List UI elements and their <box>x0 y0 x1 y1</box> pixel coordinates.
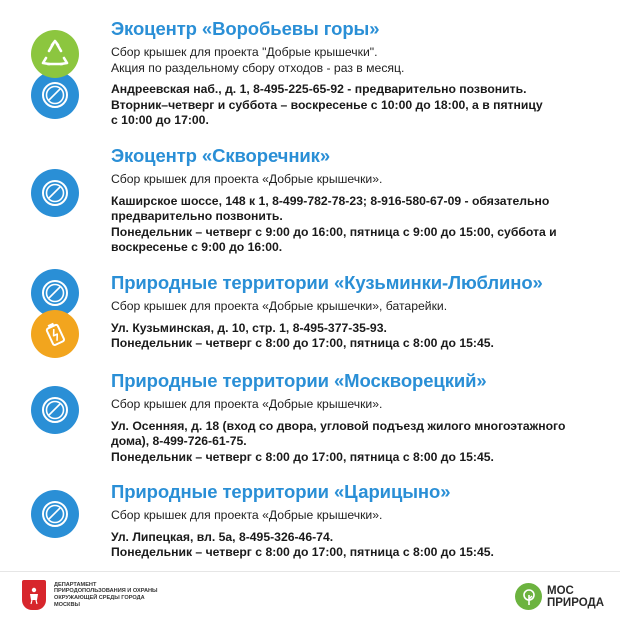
description-line: Акция по раздельному сбору отходов - раз в месяц. <box>111 60 405 75</box>
mos-priroda-logo <box>515 583 604 610</box>
hours-line: Понедельник – четверг с 8:00 до 17:00, пятница с 8:00 до 15:45. <box>111 449 494 464</box>
mos-text-line: МОС <box>547 584 574 597</box>
entry-title: Экоцентр «Скворечник» <box>111 145 331 166</box>
entry-description <box>111 299 600 315</box>
battery-icon <box>31 310 79 358</box>
entry-text <box>111 145 600 256</box>
hours-line: Понедельник – четверг с 8:00 до 17:00, пятница с 8:00 до 15:45. <box>111 545 494 559</box>
department-name: ДЕПАРТАМЕНТ ПРИРОДОПОЛЬЗОВАНИЯ И ОХРАНЫ ОКРУЖАЮЩЕЙ СРЕДЫ ГОРОДА МОСКВЫ <box>54 581 158 608</box>
address-line: Ул. Липецкая, вл. 5а, 8-495-326-46-74. <box>111 529 334 544</box>
tree-icon <box>515 583 542 610</box>
address-line: Каширское шоссе, 148 к 1, 8-499-782-78-23; 8-916-580-67-09 - обязательно <box>111 193 550 208</box>
mos-priroda-text <box>547 585 604 609</box>
description-line: Сбор крышек для проекта «Добрые крышечки». <box>111 508 383 522</box>
entry-description <box>111 397 600 413</box>
entry-address-hours <box>111 321 600 352</box>
description-line: Сбор крышек для проекта «Добрые крышечки». <box>111 172 383 186</box>
recycle-icon <box>31 30 79 78</box>
address-line: Ул. Осенняя, д. 18 (вход со двора, угловой подъезд жилого многоэтажного <box>111 418 566 433</box>
entry-address-hours <box>111 194 600 256</box>
entry-text <box>111 481 600 561</box>
entry-title: Экоцентр «Воробьевы горы» <box>111 18 380 39</box>
description-line: Сбор крышек для проекта «Добрые крышечки». <box>111 397 383 411</box>
hours-line: Вторник–четверг и суббота – воскресенье с 10:00 до 18:00, а в пятницу <box>111 97 543 112</box>
entry-address-hours <box>111 419 600 466</box>
bottle-cap-icon <box>31 71 79 119</box>
entry-text <box>111 370 600 465</box>
entry-icons <box>31 386 79 434</box>
entry-description <box>111 508 600 524</box>
bottle-cap-icon <box>31 490 79 538</box>
description-line: Сбор крышек для проекта "Добрые крышечки". <box>111 45 378 59</box>
description-line: Сбор крышек для проекта «Добрые крышечки», батарейки. <box>111 299 448 313</box>
hours-line: с 10:00 до 17:00. <box>111 113 209 127</box>
hours-line: Понедельник – четверг с 8:00 до 17:00, пятница с 8:00 до 15:45. <box>111 336 494 350</box>
footer-divider <box>0 571 620 572</box>
entry-title: Природные территории «Царицыно» <box>111 481 451 502</box>
entry-text <box>111 18 600 129</box>
entry-icons <box>31 269 79 358</box>
entry-title: Природные территории «Кузьминки-Люблино» <box>111 272 543 293</box>
address-line: предварительно позвонить. <box>111 209 283 223</box>
entry-title: Природные территории «Москворецкий» <box>111 370 487 391</box>
mos-text-line: ПРИРОДА <box>547 596 605 609</box>
bottle-cap-icon <box>31 169 79 217</box>
entry-address-hours <box>111 530 600 561</box>
address-line: дома), 8-499-726-61-75. <box>111 434 247 448</box>
entry-icons <box>31 30 79 119</box>
department-logo <box>22 580 164 610</box>
entry-description <box>111 172 600 188</box>
entry-icons <box>31 490 79 538</box>
hours-line: воскресенье с 9:00 до 16:00. <box>111 240 283 254</box>
address-line: Андреевская наб., д. 1, 8-495-225-65-92 - предварительно позвонить. <box>111 82 527 96</box>
bottle-cap-icon <box>31 386 79 434</box>
entry-address-hours <box>111 82 600 129</box>
moscow-coat-of-arms-icon <box>22 580 46 610</box>
entry-description <box>111 45 600 76</box>
hours-line: Понедельник – четверг с 9:00 до 16:00, пятница с 9:00 до 15:00, суббота и <box>111 224 557 239</box>
entry-text <box>111 272 600 352</box>
address-line: Ул. Кузьминская, д. 10, стр. 1, 8-495-377-35-93. <box>111 320 387 335</box>
entry-icons <box>31 169 79 217</box>
